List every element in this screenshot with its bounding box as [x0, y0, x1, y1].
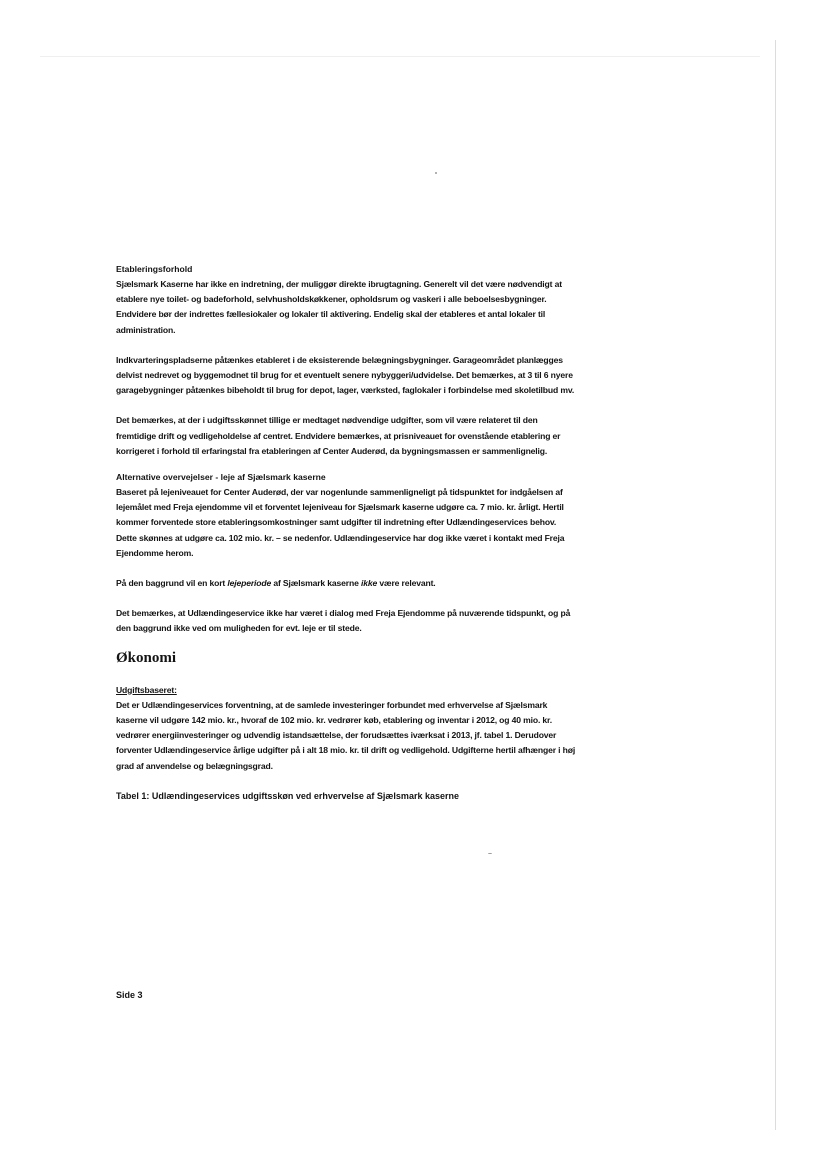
- paragraph: [116, 576, 576, 591]
- text-run: være relevant.: [377, 578, 436, 589]
- paragraph: Det bemærkes, at der i udgiftsskønnet tillige er medtaget nødvendige udgifter, som vil være relateret til den fremtidige drift og vedligeholdelse af centret. Endvidere bemærkes, at prisniveauet for ovenstående etablering er korrigeret i forhold til erfaringstal fra etableringen af Center Auderød, da bygningsmassen er sammenlignelig.: [116, 415, 561, 456]
- scan-speck: [435, 172, 437, 174]
- section-heading: Etableringsforhold: [116, 264, 193, 274]
- section-heading: Alternative overvejelser - leje af Sjælsmark kaserne: [116, 472, 326, 483]
- paragraph: Det bemærkes, at Udlændingeservice ikke har været i dialog med Freja Ejendomme på nuværende tidspunkt, og på den baggrund ikke ved om muligheden for evt. leje er til stede.: [116, 608, 571, 634]
- paragraph: Baseret på lejeniveauet for Center Auderød, der var nogenlunde sammenligneligt på tidspunktet for indgåelsen af lejemålet med Freja ejendomme vil et forventet lejeniveau for Sjælsmark kaserne udgøre ca. 7 mio. kr. årligt. Hertil kommer forventede store etableringsomkostninger samt udgifter til indretning efter Udlændingeservices behov. Dette skønnes at udgøre ca. 102 mio. kr. – se nedenfor. Udlændingeservice har dog ikke været i kontakt med Freja Ejendomme herom.: [116, 487, 565, 558]
- paragraph: Det er Udlændingeservices forventning, at de samlede investeringer forbundet med erhvervelse af Sjælsmark kaserne vil udgøre 142 mio. kr., hvoraf de 102 mio. kr. vedrører køb, etablering og inventar i 2012, og 40 mio. kr. vedrører energiinvesteringer og udvendig istandsættelse, der forudsættes iværksat i 2013, jf. tabel 1. Derudover forventer Udlændingeservice årlige udgifter på i alt 18 mio. kr. til drift og vedligehold. Udgifterne hertil afhænger i høj grad af anvendelse og belægningsgrad.: [116, 699, 576, 771]
- text-run: På den baggrund vil en kort: [116, 578, 228, 589]
- scan-edge-line: [775, 40, 776, 1130]
- emphasis-text: ikke: [360, 578, 378, 589]
- emphasis-text: lejeperiode: [227, 578, 272, 589]
- section-okonomi: [116, 648, 576, 804]
- paragraph: Indkvarteringspladserne påtænkes etableret i de eksisterende belægningsbygninger. Garageområdet planlægges delvist nedrevet og byggemodnet til brug for et eventuelt senere nybyggeri/udvidelse. Det bemærkes, at 3 til 6 nyere garagebygninger påtænkes bibeholdt til brug for depot, lager, værksted, faglokaler i forbindelse med skoletilbud mv.: [116, 354, 575, 396]
- scan-top-line: [40, 56, 760, 57]
- major-heading: Økonomi: [116, 649, 177, 666]
- section-alternative: [116, 470, 576, 637]
- page-number: Side 3: [116, 990, 143, 1000]
- document-body: [116, 262, 576, 804]
- subheading: Udgiftsbaseret:: [116, 684, 177, 695]
- table-caption: Tabel 1: Udlændingeservices udgiftsskøn ved erhvervelse af Sjælsmark kaserne: [116, 790, 459, 801]
- section-etableringsforhold: [116, 262, 576, 459]
- paragraph: Sjælsmark Kaserne har ikke en indretning, der muliggør direkte ibrugtagning. Generelt vil det være nødvendigt at etablere nye toilet- og badeforhold, selvhusholdskøkkener, opholdsrum og vaskeri i alle beboelsesbygninger. Endvidere bør der indrettes fællesiokaler og lokaler til aktivering. Endelig skal der etableres et antal lokaler til administration.: [116, 279, 562, 335]
- text-run: af Sjælsmark kaserne: [271, 578, 361, 589]
- scan-speck: [488, 853, 492, 854]
